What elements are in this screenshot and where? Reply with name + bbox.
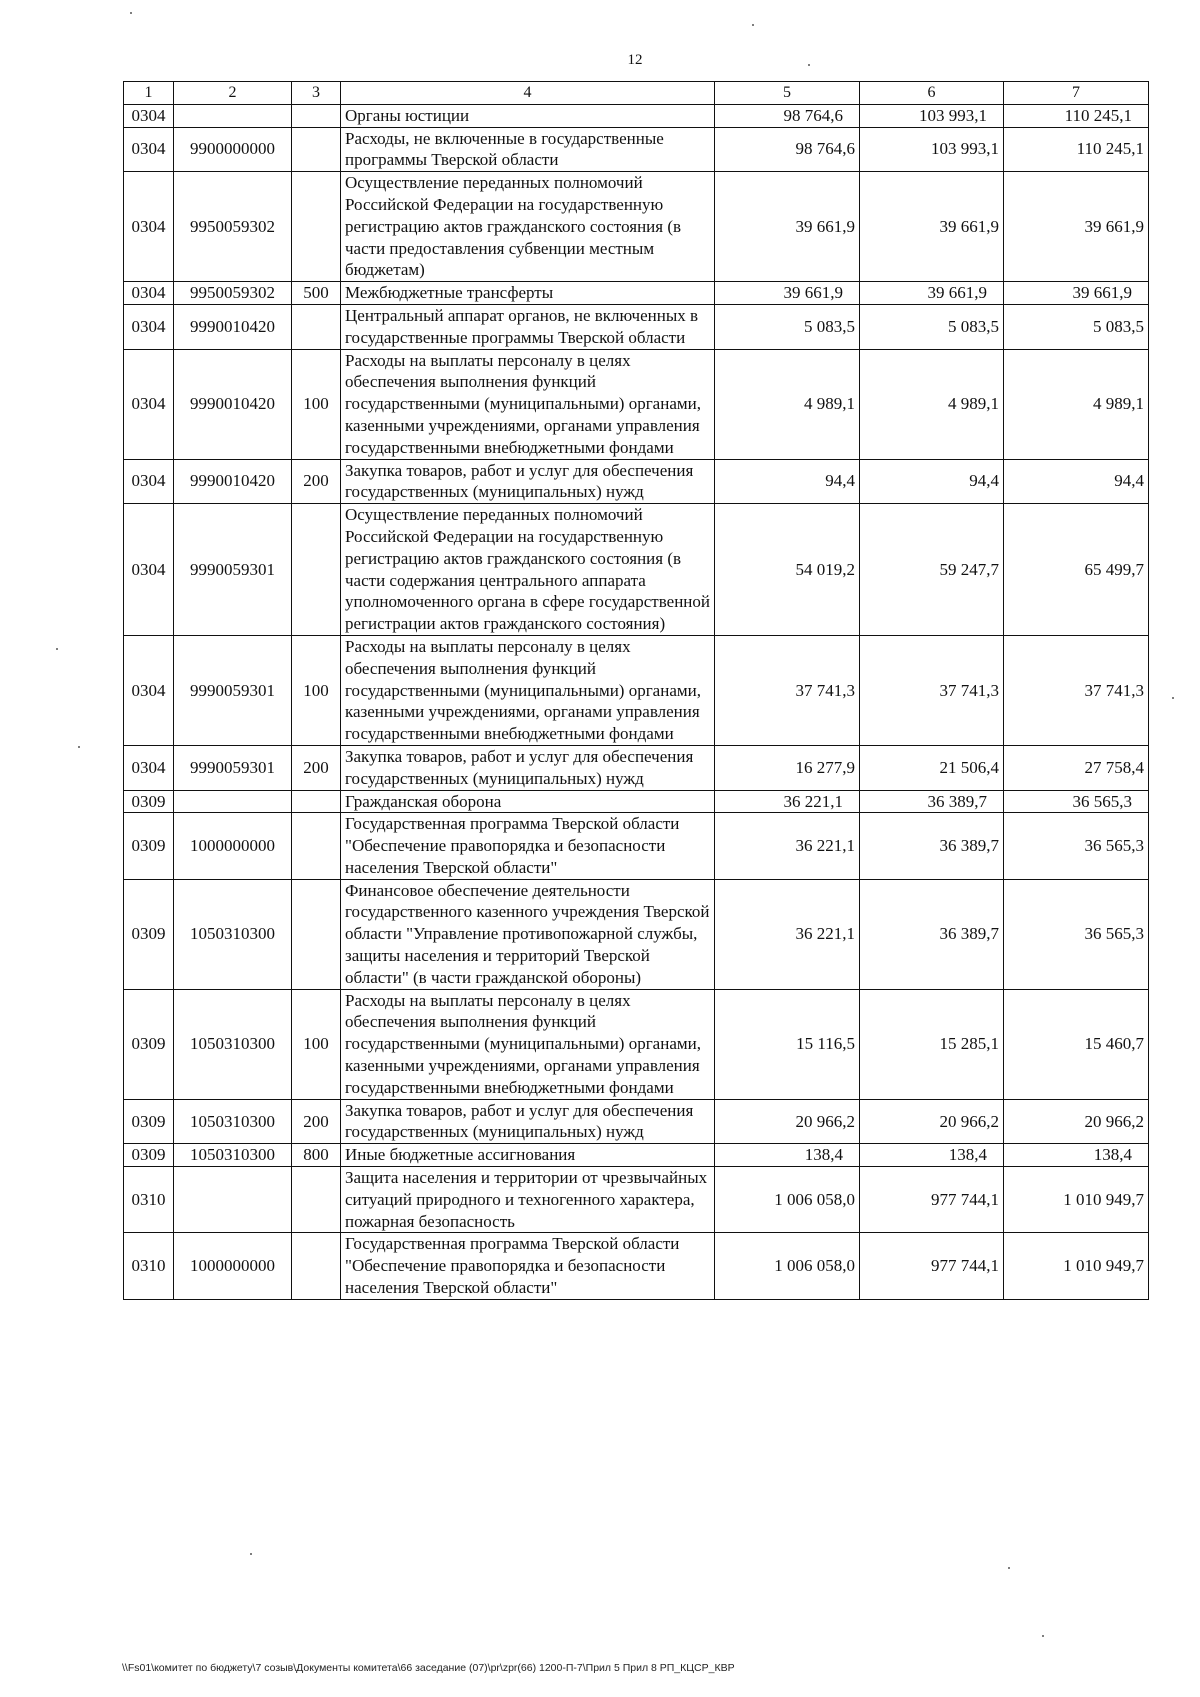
scan-speck [1042,1635,1044,1637]
expense-description: Закупка товаров, работ и услуг для обеспечения государственных (муниципальных) нужд [341,745,715,790]
amount-year-1: 1 006 058,0 [715,1167,860,1233]
table-row [124,745,1149,790]
target-article-code: 1050310300 [174,1144,292,1167]
target-article-code: 9990059301 [174,504,292,636]
table-row [124,813,1149,879]
expense-type-code [292,813,341,879]
expense-description: Расходы на выплаты персоналу в целях обеспечения выполнения функций государственными (муниципальными) органами, казенными учреждениями, органами управления государственными внебюджетными фондами [341,349,715,459]
amount-year-2: 4 989,1 [860,349,1004,459]
scan-speck [78,746,80,748]
amount-year-3: 37 741,3 [1004,635,1149,745]
scan-speck [1008,1567,1010,1569]
expense-description: Государственная программа Тверской области "Обеспечение правопорядка и безопасности населения Тверской области" [341,813,715,879]
section-code: 0304 [124,504,174,636]
amount-year-2: 36 389,7 [860,879,1004,989]
amount-year-2: 103 993,1 [860,104,1004,127]
amount-year-3: 20 966,2 [1004,1099,1149,1144]
amount-year-1: 54 019,2 [715,504,860,636]
column-header: 5 [715,82,860,105]
amount-year-3: 15 460,7 [1004,989,1149,1099]
amount-year-3: 4 989,1 [1004,349,1149,459]
expense-description: Иные бюджетные ассигнования [341,1144,715,1167]
budget-table [123,81,1149,1300]
amount-year-3: 110 245,1 [1004,104,1149,127]
amount-year-2: 39 661,9 [860,282,1004,305]
expense-type-code [292,790,341,813]
table-row [124,1144,1149,1167]
target-article-code: 9990059301 [174,745,292,790]
expense-type-code: 200 [292,745,341,790]
table-row [124,1099,1149,1144]
amount-year-3: 94,4 [1004,459,1149,504]
expense-type-code [292,504,341,636]
expense-description: Гражданская оборона [341,790,715,813]
amount-year-1: 5 083,5 [715,304,860,349]
amount-year-1: 138,4 [715,1144,860,1167]
section-code: 0309 [124,879,174,989]
page-number: 12 [627,52,643,68]
table-row [124,459,1149,504]
amount-year-3: 27 758,4 [1004,745,1149,790]
amount-year-1: 20 966,2 [715,1099,860,1144]
section-code: 0304 [124,635,174,745]
expense-type-code: 100 [292,989,341,1099]
table-row [124,989,1149,1099]
table-row [124,127,1149,172]
scan-speck [130,12,132,14]
target-article-code [174,104,292,127]
table-row [124,1167,1149,1233]
amount-year-1: 36 221,1 [715,813,860,879]
section-code: 0309 [124,989,174,1099]
target-article-code: 1000000000 [174,813,292,879]
amount-year-2: 39 661,9 [860,172,1004,282]
expense-type-code: 800 [292,1144,341,1167]
expense-description: Защита населения и территории от чрезвычайных ситуаций природного и техногенного характера, пожарная безопасность [341,1167,715,1233]
target-article-code: 9990010420 [174,459,292,504]
expense-type-code: 500 [292,282,341,305]
amount-year-2: 20 966,2 [860,1099,1004,1144]
expense-type-code: 100 [292,635,341,745]
amount-year-2: 138,4 [860,1144,1004,1167]
section-code: 0310 [124,1167,174,1233]
table-row [124,635,1149,745]
expense-description: Осуществление переданных полномочий Российской Федерации на государственную регистрацию актов гражданского состояния (в части содержания центрального аппарата уполномоченного органа в сфере государственной регистрации актов гражданского состояния) [341,504,715,636]
target-article-code: 9900000000 [174,127,292,172]
amount-year-1: 37 741,3 [715,635,860,745]
amount-year-3: 138,4 [1004,1144,1149,1167]
amount-year-3: 1 010 949,7 [1004,1167,1149,1233]
amount-year-2: 15 285,1 [860,989,1004,1099]
expense-description: Финансовое обеспечение деятельности государственного казенного учреждения Тверской области "Управление противопожарной службы, защиты населения и территорий Тверской области" (в части гражданской обороны) [341,879,715,989]
amount-year-2: 36 389,7 [860,813,1004,879]
expense-description: Осуществление переданных полномочий Российской Федерации на государственную регистрацию актов гражданского состояния (в части предоставления субвенции местным бюджетам) [341,172,715,282]
amount-year-2: 977 744,1 [860,1167,1004,1233]
target-article-code [174,790,292,813]
amount-year-2: 977 744,1 [860,1233,1004,1299]
expense-description: Межбюджетные трансферты [341,282,715,305]
column-header: 7 [1004,82,1149,105]
section-code: 0309 [124,790,174,813]
amount-year-1: 16 277,9 [715,745,860,790]
section-code: 0304 [124,127,174,172]
amount-year-3: 39 661,9 [1004,282,1149,305]
table-row [124,1233,1149,1299]
expense-type-code: 200 [292,1099,341,1144]
target-article-code: 1050310300 [174,1099,292,1144]
amount-year-3: 110 245,1 [1004,127,1149,172]
section-code: 0309 [124,1099,174,1144]
amount-year-3: 39 661,9 [1004,172,1149,282]
expense-description: Государственная программа Тверской области "Обеспечение правопорядка и безопасности населения Тверской области" [341,1233,715,1299]
amount-year-2: 36 389,7 [860,790,1004,813]
amount-year-1: 39 661,9 [715,172,860,282]
section-code: 0304 [124,459,174,504]
column-header: 6 [860,82,1004,105]
column-header: 3 [292,82,341,105]
target-article-code [174,1167,292,1233]
expense-type-code [292,1233,341,1299]
expense-description: Органы юстиции [341,104,715,127]
section-code: 0304 [124,172,174,282]
target-article-code: 9990010420 [174,349,292,459]
column-number-row [124,82,1149,105]
table-row [124,304,1149,349]
amount-year-1: 1 006 058,0 [715,1233,860,1299]
target-article-code: 1050310300 [174,879,292,989]
column-header: 4 [341,82,715,105]
scan-speck [752,24,754,26]
amount-year-2: 37 741,3 [860,635,1004,745]
target-article-code: 9990010420 [174,304,292,349]
expense-description: Расходы, не включенные в государственные программы Тверской области [341,127,715,172]
table-row [124,349,1149,459]
table-row [124,104,1149,127]
target-article-code: 1000000000 [174,1233,292,1299]
amount-year-3: 1 010 949,7 [1004,1233,1149,1299]
amount-year-1: 36 221,1 [715,879,860,989]
section-code: 0304 [124,745,174,790]
amount-year-2: 5 083,5 [860,304,1004,349]
target-article-code: 9950059302 [174,282,292,305]
section-code: 0309 [124,813,174,879]
amount-year-1: 98 764,6 [715,127,860,172]
expense-description: Расходы на выплаты персоналу в целях обеспечения выполнения функций государственными (муниципальными) органами, казенными учреждениями, органами управления государственными внебюджетными фондами [341,989,715,1099]
amount-year-1: 15 116,5 [715,989,860,1099]
column-header: 2 [174,82,292,105]
amount-year-1: 39 661,9 [715,282,860,305]
footer-file-path: \\Fs01\комитет по бюджету\7 созыв\Документы комитета\66 заседание (07)\pr\zpr(66) 1200-П-7\Прил 5 Прил 8 РП_КЦСР_КВР [122,1662,735,1674]
target-article-code: 9990059301 [174,635,292,745]
expense-type-code [292,304,341,349]
column-header: 1 [124,82,174,105]
amount-year-3: 36 565,3 [1004,790,1149,813]
table-row [124,282,1149,305]
amount-year-3: 36 565,3 [1004,813,1149,879]
table-row [124,172,1149,282]
expense-type-code [292,172,341,282]
amount-year-1: 94,4 [715,459,860,504]
expense-type-code [292,879,341,989]
amount-year-2: 59 247,7 [860,504,1004,636]
section-code: 0304 [124,349,174,459]
section-code: 0304 [124,104,174,127]
amount-year-3: 36 565,3 [1004,879,1149,989]
scan-speck [1172,697,1174,699]
expense-type-code: 100 [292,349,341,459]
target-article-code: 9950059302 [174,172,292,282]
amount-year-2: 103 993,1 [860,127,1004,172]
scan-speck [808,64,810,66]
expense-description: Расходы на выплаты персоналу в целях обеспечения выполнения функций государственными (муниципальными) органами, казенными учреждениями, органами управления государственными внебюджетными фондами [341,635,715,745]
table-row [124,504,1149,636]
target-article-code: 1050310300 [174,989,292,1099]
scan-speck [56,648,58,650]
amount-year-3: 65 499,7 [1004,504,1149,636]
table-row [124,879,1149,989]
expense-type-code: 200 [292,459,341,504]
section-code: 0309 [124,1144,174,1167]
section-code: 0310 [124,1233,174,1299]
expense-type-code [292,1167,341,1233]
amount-year-2: 94,4 [860,459,1004,504]
section-code: 0304 [124,304,174,349]
amount-year-3: 5 083,5 [1004,304,1149,349]
amount-year-1: 36 221,1 [715,790,860,813]
section-code: 0304 [124,282,174,305]
table-row [124,790,1149,813]
amount-year-2: 21 506,4 [860,745,1004,790]
expense-description: Закупка товаров, работ и услуг для обеспечения государственных (муниципальных) нужд [341,1099,715,1144]
expense-description: Закупка товаров, работ и услуг для обеспечения государственных (муниципальных) нужд [341,459,715,504]
expense-description: Центральный аппарат органов, не включенных в государственные программы Тверской области [341,304,715,349]
amount-year-1: 4 989,1 [715,349,860,459]
expense-type-code [292,104,341,127]
expense-type-code [292,127,341,172]
scan-speck [250,1553,252,1555]
amount-year-1: 98 764,6 [715,104,860,127]
